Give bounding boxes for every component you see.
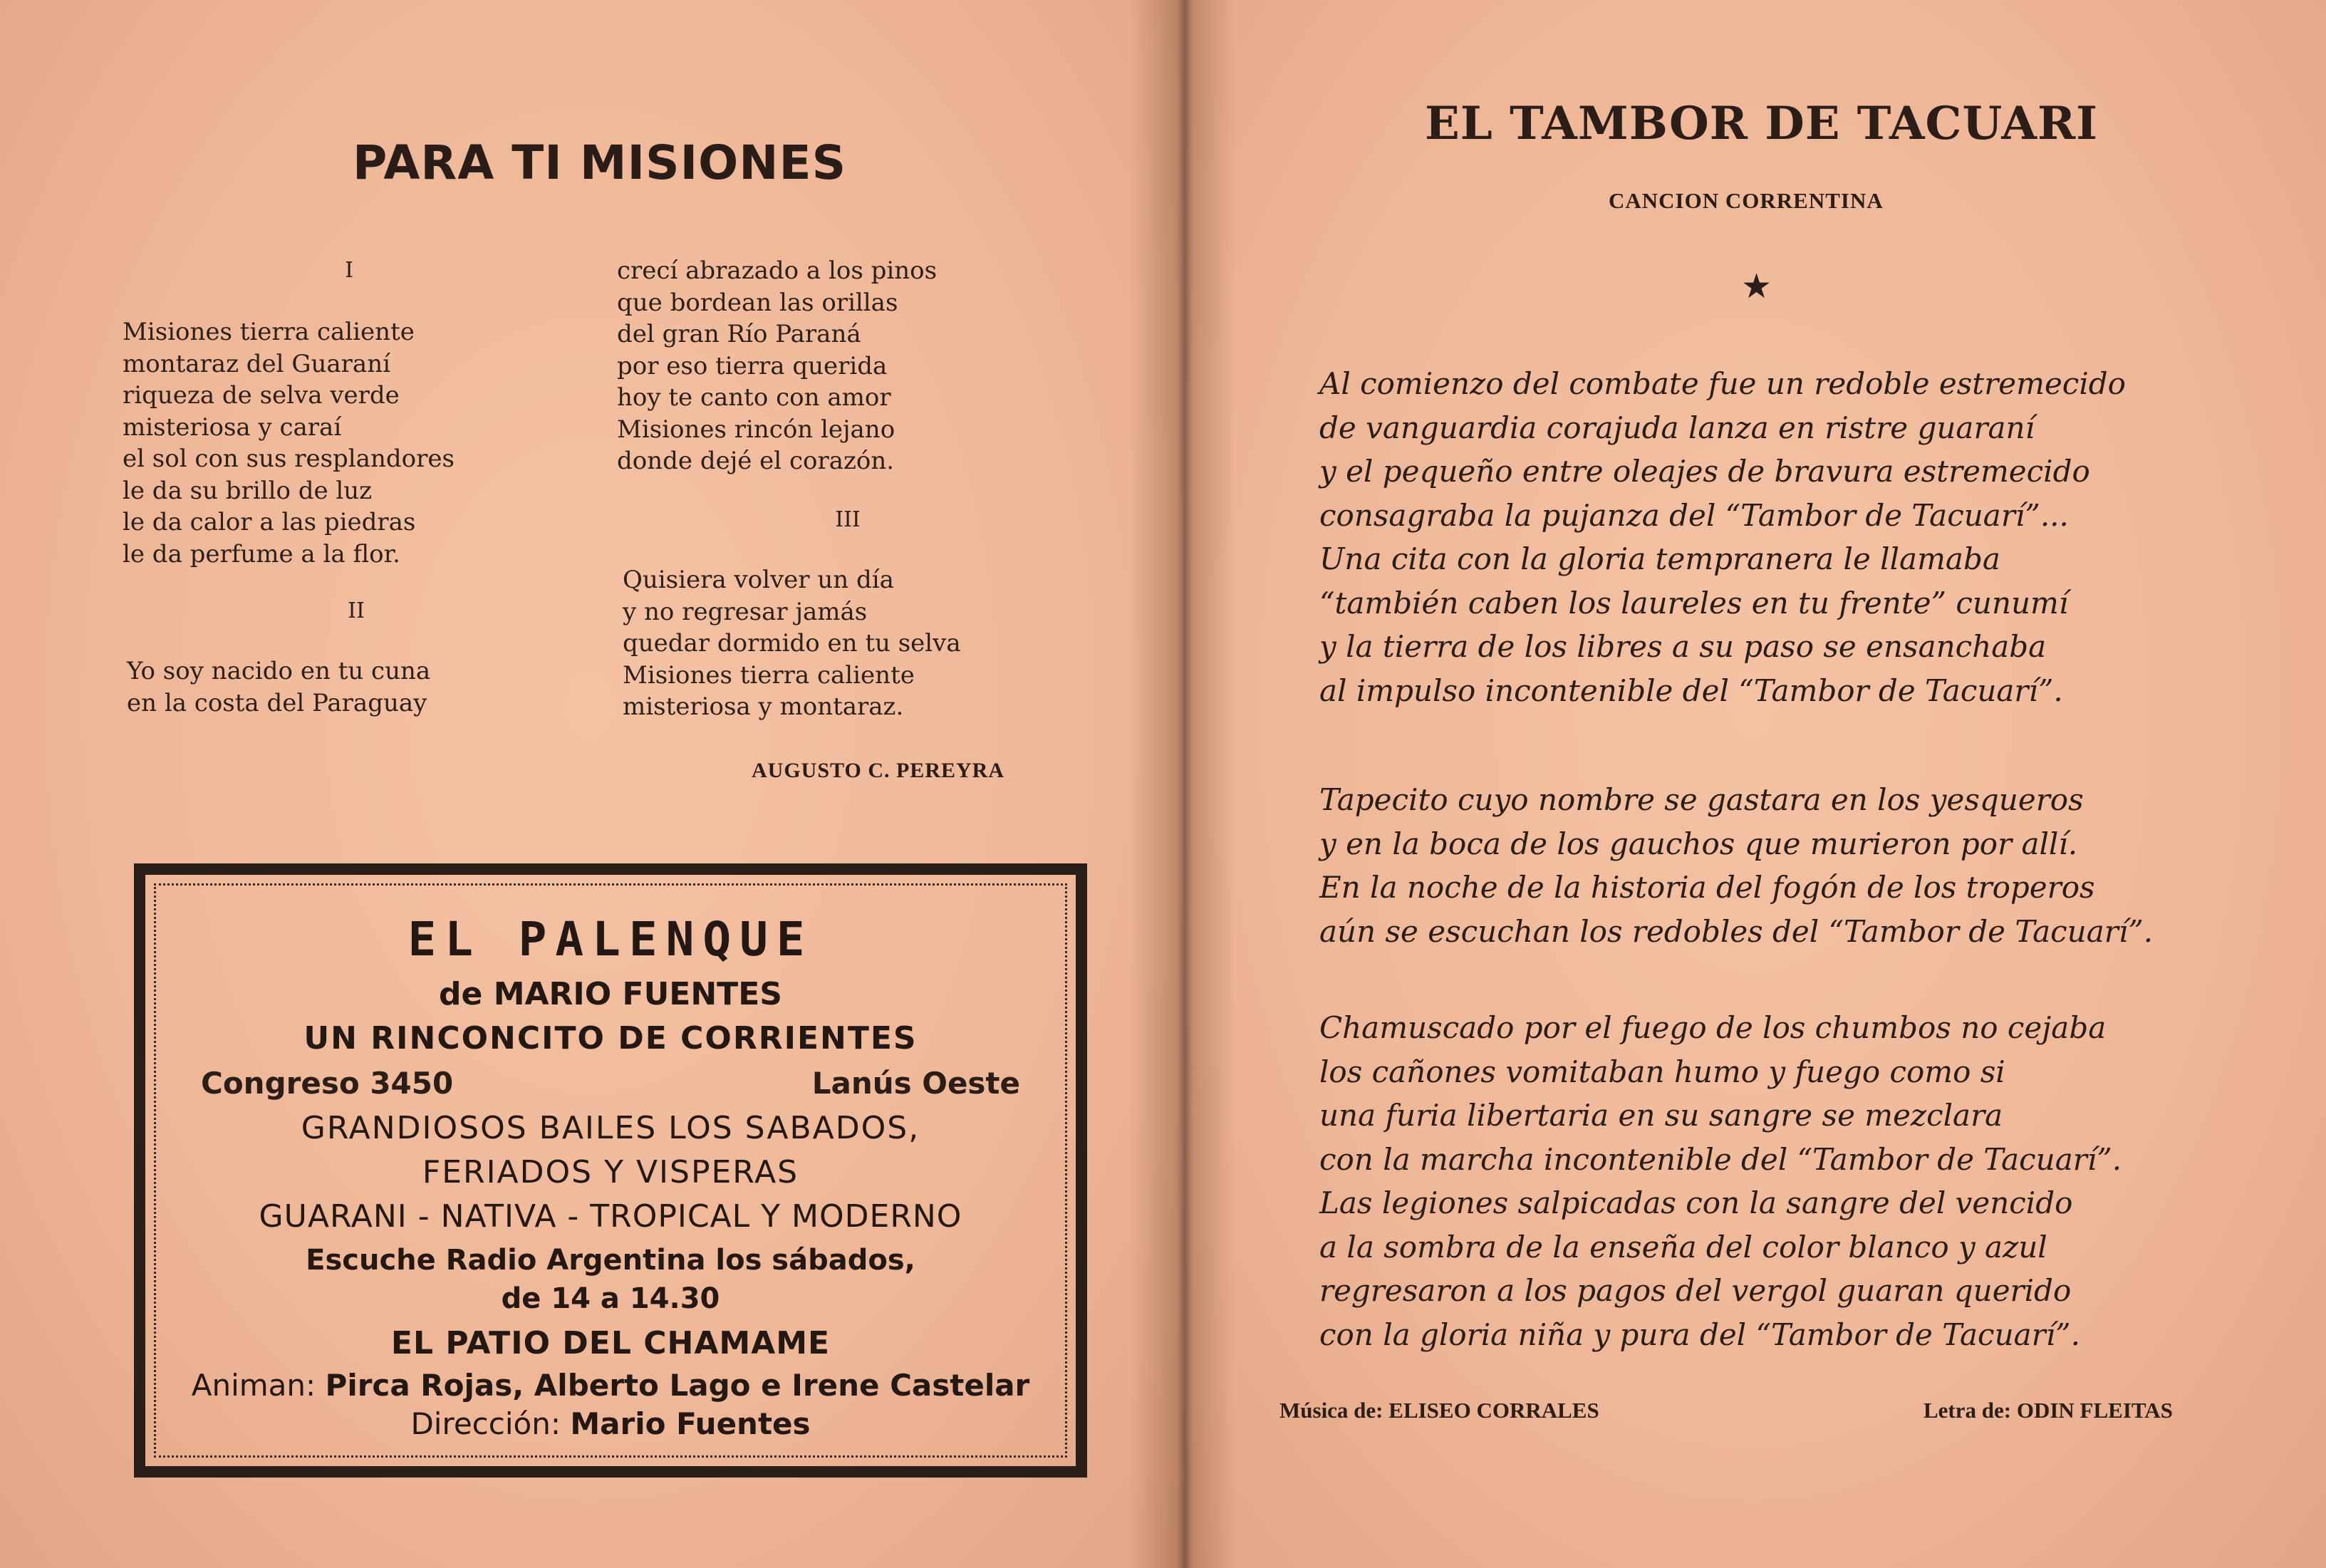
ad-city: Lanús Oeste (811, 1066, 1020, 1101)
lyrics-credit (1923, 1398, 2173, 1423)
ad-genres: GUARANI - NATIVA - TROPICAL Y MODERNO (259, 1198, 962, 1235)
stanza-2-continued: crecí abrazado a los pinos que bordean las orillas del gran Río Paraná por eso tierra querida hoy te canto con amor Misiones rincón lejano donde dejé el corazón. (617, 256, 938, 475)
right-page-title: EL TAMBOR DE TACUARI (1425, 97, 2099, 150)
author-credit: AUGUSTO C. PEREYRA (752, 759, 1004, 782)
stanza-2: Yo soy nacido en tu cuna en la costa del Paraguay (127, 657, 431, 717)
stanza-number-2: II (348, 598, 365, 623)
ad-feriados: FERIADOS Y VISPERAS (422, 1154, 799, 1190)
ad-schedule: de 14 a 14.30 (501, 1282, 720, 1315)
ad-hosts-label: Animan: (191, 1368, 316, 1403)
ad-bailes: GRANDIOSOS BAILES LOS SABADOS, (301, 1110, 920, 1146)
ad-direction (145, 1406, 1076, 1441)
right-page-subtitle: CANCION CORRENTINA (1609, 188, 1884, 213)
ad-venue-name: EL PALENQUE (407, 912, 814, 967)
ad-radio: Escuche Radio Argentina los sábados, (306, 1244, 915, 1277)
music-credit (1279, 1398, 1599, 1423)
lyrics-credit-label: Letra de: (1923, 1398, 2012, 1423)
poem-stanza-3: Chamuscado por el fuego de los chumbos no cejaba los cañones vomitaban humo y fuego como si una furia libertaria en su sangre se mezclara con la marcha incontenible del “Tambor de Tacuarí”. Las legiones salpicadas con la sangre del vencido a la sombra de la enseña del color blanco y azul regresaron a los pagos del vergol guaran querido con la gloria niña y pura del “Tambor de Tacuarí”. (1319, 1010, 2122, 1352)
ad-program-name: EL PATIO DEL CHAMAME (390, 1325, 831, 1361)
poem-stanza-2: Tapecito cuyo nombre se gastara en los yesqueros y en la boca de los gauchos que murieron por allí. En la noche de la historia del fogón de los troperos aún se escuchan los redobles del “Tambor de Tacuarí”. (1319, 782, 2154, 949)
poem-stanza-1: Al comienzo del combate fue un redoble estremecido de vanguardia corajuda lanza en ristre guaraní y el pequeño entre oleajes de bravura estremecido consagraba la pujanza del “Tambor de Tacuarí”... Una cita con la gloria tempranera le llamaba “también caben los laureles en tu frente” cunumí y la tierra de los libres a su paso se ensanchaba al impulso incontenible del “Tambor de Tacuarí”. (1319, 366, 2126, 708)
left-page-title: PARA TI MISIONES (353, 135, 847, 190)
ad-hosts-names: Pirca Rojas, Alberto Lago e Irene Castelar (325, 1368, 1030, 1403)
ad-owner: de MARIO FUENTES (439, 976, 782, 1012)
stanza-1: Misiones tierra caliente montaraz del Guaraní riqueza de selva verde misteriosa y caraí el sol con sus resplandores le da su brillo de luz le da calor a las piedras le da perfume a la flor. (123, 318, 455, 568)
stanza-number-3: III (835, 507, 861, 532)
music-credit-label: Música de: (1279, 1398, 1383, 1423)
ad-direction-name: Mario Fuentes (570, 1406, 811, 1441)
book-gutter (1129, 0, 1236, 1568)
ad-tagline: UN RINCONCITO DE CORRIENTES (303, 1020, 918, 1056)
stanza-3: Quisiera volver un día y no regresar jamás quedar dormido en tu selva Misiones tierra caliente misteriosa y montaraz. (623, 566, 961, 721)
star-ornament-icon: ★ (1741, 266, 1772, 306)
lyrics-credit-name: ODIN FLEITAS (2016, 1398, 2173, 1423)
music-credit-name: ELISEO CORRALES (1388, 1398, 1599, 1423)
ad-hosts (145, 1368, 1076, 1403)
stanza-number-1: I (345, 258, 353, 283)
advertisement-box (134, 863, 1087, 1478)
ad-address: Congreso 3450 (201, 1066, 454, 1101)
ad-direction-label: Dirección: (410, 1406, 561, 1441)
